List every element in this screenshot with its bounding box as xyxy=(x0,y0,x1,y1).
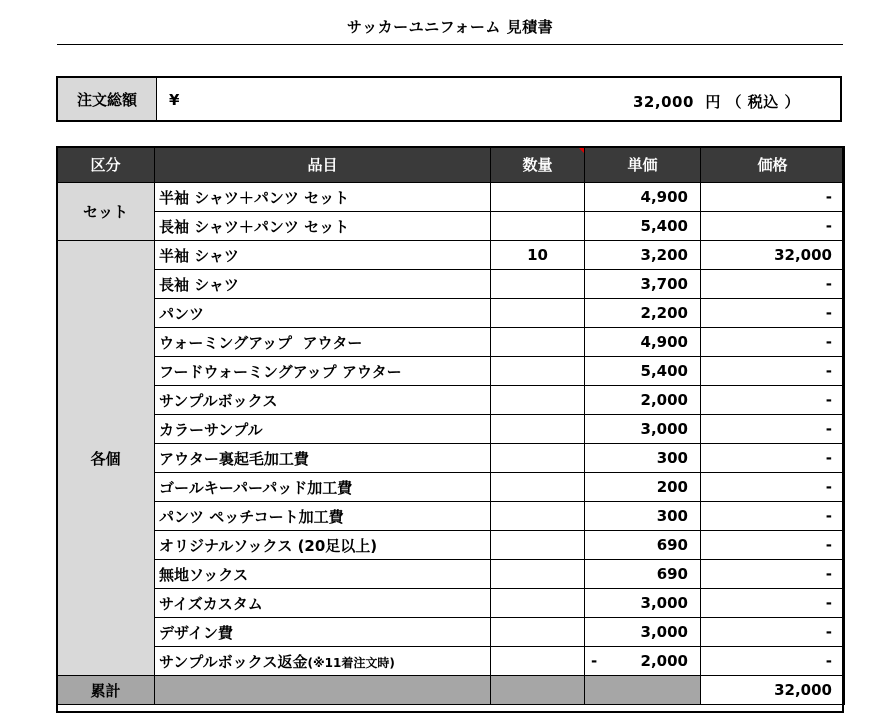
price-cell[interactable]: - xyxy=(701,299,845,328)
summary-row xyxy=(57,676,845,705)
unit-price-cell[interactable]: 3,000 xyxy=(585,618,701,647)
quantity-cell[interactable] xyxy=(491,270,585,299)
quantity-cell[interactable] xyxy=(491,531,585,560)
unit-price-cell[interactable]: 2,000 xyxy=(585,386,701,415)
quantity-cell[interactable] xyxy=(491,386,585,415)
estimate-table xyxy=(56,146,845,705)
page-title: サッカーユニフォーム 見積書 xyxy=(346,18,554,36)
table-row xyxy=(57,502,845,531)
price-cell[interactable]: - xyxy=(701,270,845,299)
unit-price-cell[interactable]: 690 xyxy=(585,560,701,589)
price-cell[interactable]: - xyxy=(701,502,845,531)
item-name[interactable]: オリジナルソックス (20足以上) xyxy=(155,531,491,560)
quantity-cell[interactable] xyxy=(491,444,585,473)
quantity-cell[interactable] xyxy=(491,589,585,618)
order-total-amount: 32,000 円 （ 税込 ） xyxy=(633,93,800,111)
table-row xyxy=(57,415,845,444)
category-set: セット xyxy=(57,183,155,241)
unit-price-cell[interactable]: 4,900 xyxy=(585,328,701,357)
item-name[interactable]: フードウォーミングアップ アウター xyxy=(155,357,491,386)
category-individual: 各個 xyxy=(57,241,155,676)
unit-price-cell[interactable]: 2,200 xyxy=(585,299,701,328)
quantity-cell[interactable] xyxy=(491,357,585,386)
item-name-refund[interactable] xyxy=(155,647,491,676)
currency-symbol: ¥ xyxy=(169,91,180,109)
header-unit-price: 単価 xyxy=(585,147,701,183)
unit-price-cell[interactable]: 690 xyxy=(585,531,701,560)
unit-price-value: 2,000 xyxy=(640,652,688,670)
table-row xyxy=(57,531,845,560)
header-item: 品目 xyxy=(155,147,491,183)
price-cell[interactable]: - xyxy=(701,357,845,386)
quantity-cell[interactable] xyxy=(491,299,585,328)
item-name[interactable]: パンツ xyxy=(155,299,491,328)
item-note: (※11着注文時) xyxy=(307,655,395,670)
item-name[interactable]: 無地ソックス xyxy=(155,560,491,589)
price-cell[interactable]: - xyxy=(701,328,845,357)
title-underline xyxy=(57,44,843,45)
price-cell[interactable]: - xyxy=(701,415,845,444)
unit-price-cell[interactable]: 300 xyxy=(585,502,701,531)
price-cell[interactable]: 32,000 xyxy=(701,241,845,270)
table-row xyxy=(57,589,845,618)
table-row xyxy=(57,647,845,676)
price-cell[interactable]: - xyxy=(701,589,845,618)
table-row xyxy=(57,270,845,299)
item-name[interactable]: 半袖 シャツ xyxy=(155,241,491,270)
table-row xyxy=(57,212,845,241)
unit-price-cell[interactable]: 3,700 xyxy=(585,270,701,299)
unit-price-cell[interactable]: 300 xyxy=(585,444,701,473)
item-name[interactable]: サイズカスタム xyxy=(155,589,491,618)
order-total-box xyxy=(56,76,842,122)
quantity-cell[interactable] xyxy=(491,502,585,531)
unit-price-cell[interactable]: 3,000 xyxy=(585,415,701,444)
quantity-cell[interactable] xyxy=(491,647,585,676)
negative-sign: - xyxy=(591,652,598,670)
table-row xyxy=(57,299,845,328)
table-row xyxy=(57,618,845,647)
item-name[interactable]: ウォーミングアップ アウター xyxy=(155,328,491,357)
unit-price-cell[interactable] xyxy=(585,647,701,676)
quantity-cell[interactable] xyxy=(491,473,585,502)
price-cell[interactable]: - xyxy=(701,647,845,676)
summary-blank xyxy=(491,676,585,705)
summary-price[interactable]: 32,000 xyxy=(701,676,845,705)
table-row xyxy=(57,328,845,357)
header-category: 区分 xyxy=(57,147,155,183)
item-name[interactable]: パンツ ペッチコート加工費 xyxy=(155,502,491,531)
item-name[interactable]: 長袖 シャツ xyxy=(155,270,491,299)
price-cell[interactable]: - xyxy=(701,618,845,647)
table-row xyxy=(57,560,845,589)
table-row xyxy=(57,357,845,386)
quantity-cell[interactable] xyxy=(491,560,585,589)
unit-price-cell[interactable]: 5,400 xyxy=(585,212,701,241)
item-name-text: サンプルボックス返金 xyxy=(159,652,308,671)
price-cell[interactable]: - xyxy=(701,531,845,560)
table-row xyxy=(57,386,845,415)
unit-price-cell[interactable]: 3,000 xyxy=(585,589,701,618)
price-cell[interactable]: - xyxy=(701,212,845,241)
table-row xyxy=(57,183,845,212)
header-price: 価格 xyxy=(701,147,845,183)
price-cell[interactable]: - xyxy=(701,386,845,415)
order-total-label: 注文総額 xyxy=(58,78,157,120)
price-cell[interactable]: - xyxy=(701,560,845,589)
item-name[interactable]: 半袖 シャツ＋パンツ セット xyxy=(155,183,491,212)
unit-price-cell[interactable]: 3,200 xyxy=(585,241,701,270)
item-name[interactable]: デザイン費 xyxy=(155,618,491,647)
quantity-cell[interactable] xyxy=(491,618,585,647)
quantity-cell[interactable] xyxy=(491,183,585,212)
unit-price-cell[interactable]: 200 xyxy=(585,473,701,502)
summary-label: 累計 xyxy=(57,676,155,705)
table-row xyxy=(57,241,845,270)
table-row xyxy=(57,473,845,502)
item-name[interactable]: 長袖 シャツ＋パンツ セット xyxy=(155,212,491,241)
order-total-value-cell[interactable] xyxy=(157,78,840,120)
quantity-cell[interactable] xyxy=(491,415,585,444)
item-name[interactable]: ゴールキーパーパッド加工費 xyxy=(155,473,491,502)
unit-price-cell[interactable]: 4,900 xyxy=(585,183,701,212)
item-name[interactable]: サンプルボックス xyxy=(155,386,491,415)
header-quantity: 数量 xyxy=(491,147,585,183)
item-name[interactable]: カラーサンプル xyxy=(155,415,491,444)
quantity-cell[interactable] xyxy=(491,212,585,241)
table-header-row xyxy=(57,147,845,183)
quantity-cell[interactable]: 10 xyxy=(491,241,585,270)
item-name[interactable]: アウター裏起毛加工費 xyxy=(155,444,491,473)
summary-blank xyxy=(585,676,701,705)
price-cell[interactable]: - xyxy=(701,473,845,502)
quantity-cell[interactable] xyxy=(491,328,585,357)
price-cell[interactable]: - xyxy=(701,183,845,212)
summary-blank xyxy=(155,676,491,705)
table-row xyxy=(57,444,845,473)
price-cell[interactable]: - xyxy=(701,444,845,473)
unit-price-cell[interactable]: 5,400 xyxy=(585,357,701,386)
